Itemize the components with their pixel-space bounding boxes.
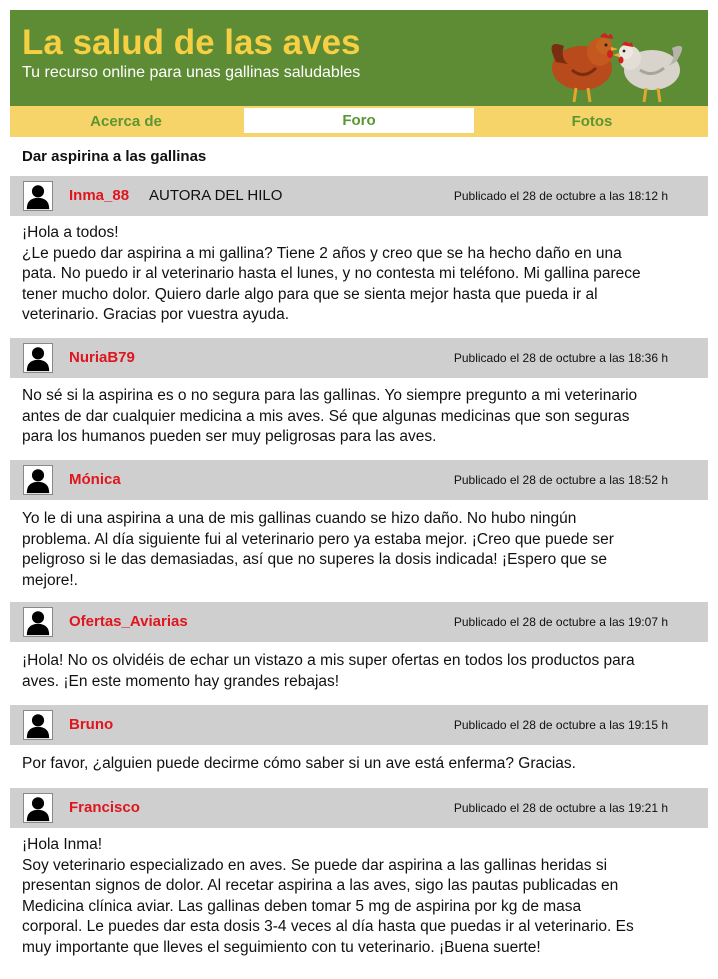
post-header xyxy=(10,176,708,216)
post-text: ¡Hola! No os olvidéis de echar un vistazo a mis super ofertas en todos los productos para aves. ¡En este momento hay grandes rebajas! xyxy=(22,652,635,690)
user-silhouette-icon xyxy=(24,466,52,494)
user-silhouette-icon xyxy=(24,711,52,739)
post-timestamp: Publicado el 28 de octubre a las 19:07 h xyxy=(453,615,668,629)
post-body xyxy=(22,651,642,692)
post-text: Soy veterinario especializado en aves. Se puede dar aspirina a las gallinas heridas si presentan signos de dolor. Al recetar aspirina a las aves, sigo las pautas publicadas en Medicina clínica aviar. Las gallinas deben tomar 5 mg de aspirina por kg de masa corporal. Le puedes dar esta dosis 3-4 veces al día hasta que puedas ir al veterinario. Es muy importante que lleves el seguimiento con tu veterinario. ¡Buena suerte! xyxy=(22,856,634,956)
post-text: ¿Le puedo dar aspirina a mi gallina? Tiene 2 años y creo que se ha hecho daño en una pata. No puedo ir al veterinario hasta el lunes, y no contesta mi teléfono. Mi gallina parece tener mucho dolor. Quiero darle algo para que se sienta mejor hasta que pueda ir al veterinario. Gracias por vuestra ayuda. xyxy=(22,244,641,324)
avatar[interactable] xyxy=(23,465,53,495)
post-timestamp: Publicado el 28 de octubre a las 18:36 h xyxy=(453,351,668,365)
post-username[interactable]: Inma_88 xyxy=(69,187,130,204)
post-text: Por favor, ¿alguien puede decirme cómo saber si un ave está enferma? Gracias. xyxy=(22,755,576,772)
user-silhouette-icon xyxy=(24,794,52,822)
user-silhouette-icon xyxy=(24,344,52,372)
post-body xyxy=(22,754,642,775)
post-header xyxy=(10,460,708,500)
post-username[interactable]: Bruno xyxy=(69,716,114,733)
nav-item-acerca-de[interactable]: Acerca de xyxy=(90,113,162,130)
site-subtitle: Tu recurso online para unas gallinas saludables xyxy=(22,64,361,81)
nav-item-fotos[interactable]: Fotos xyxy=(571,113,613,130)
user-silhouette-icon xyxy=(24,182,52,210)
main-nav xyxy=(10,106,708,137)
post-text: No sé si la aspirina es o no segura para las gallinas. Yo siempre pregunto a mi veterinario antes de dar cualquier medicina a mis aves. Sé que algunas medicinas que son seguras para los humanos pueden ser muy peligrosas para las aves. xyxy=(22,387,638,446)
post-text: Yo le di una aspirina a una de mis gallinas cuando se hizo daño. No hubo ningún problema. Al día siguiente fui al veterinario pero ya estaba mejor. ¡Creo que puede ser peligroso si le das demasiadas, así que no superes la dosis indicada! ¡Espero que se mejore!. xyxy=(22,510,614,589)
post-username[interactable]: Francisco xyxy=(69,799,140,816)
post-body xyxy=(22,509,642,591)
hens-illustration-icon xyxy=(534,18,694,106)
thread-title: Dar aspirina a las gallinas xyxy=(22,148,207,165)
post-body xyxy=(22,223,642,326)
avatar[interactable] xyxy=(23,710,53,740)
site-title: La salud de las aves xyxy=(22,23,361,62)
avatar[interactable] xyxy=(23,607,53,637)
post-header xyxy=(10,788,708,828)
post-username[interactable]: Ofertas_Aviarias xyxy=(69,613,188,630)
post-username[interactable]: Mónica xyxy=(69,471,121,488)
post-body xyxy=(22,835,642,959)
thread-author-tag: AUTORA DEL HILO xyxy=(149,187,283,204)
post-timestamp: Publicado el 28 de octubre a las 18:52 h xyxy=(453,473,668,487)
post-body xyxy=(22,386,642,448)
avatar[interactable] xyxy=(23,181,53,211)
user-silhouette-icon xyxy=(24,608,52,636)
post-header xyxy=(10,602,708,642)
avatar[interactable] xyxy=(23,343,53,373)
avatar[interactable] xyxy=(23,793,53,823)
site-header xyxy=(10,10,708,106)
post-timestamp: Publicado el 28 de octubre a las 19:15 h xyxy=(453,718,668,732)
post-text: ¡Hola Inma! xyxy=(22,836,103,853)
nav-item-foro[interactable]: Foro xyxy=(244,108,474,133)
post-header xyxy=(10,338,708,378)
post-username[interactable]: NuriaB79 xyxy=(69,349,135,366)
post-timestamp: Publicado el 28 de octubre a las 18:12 h xyxy=(453,189,668,203)
post-text: ¡Hola a todos! xyxy=(22,224,119,241)
post-timestamp: Publicado el 28 de octubre a las 19:21 h xyxy=(453,801,668,815)
post-header xyxy=(10,705,708,745)
